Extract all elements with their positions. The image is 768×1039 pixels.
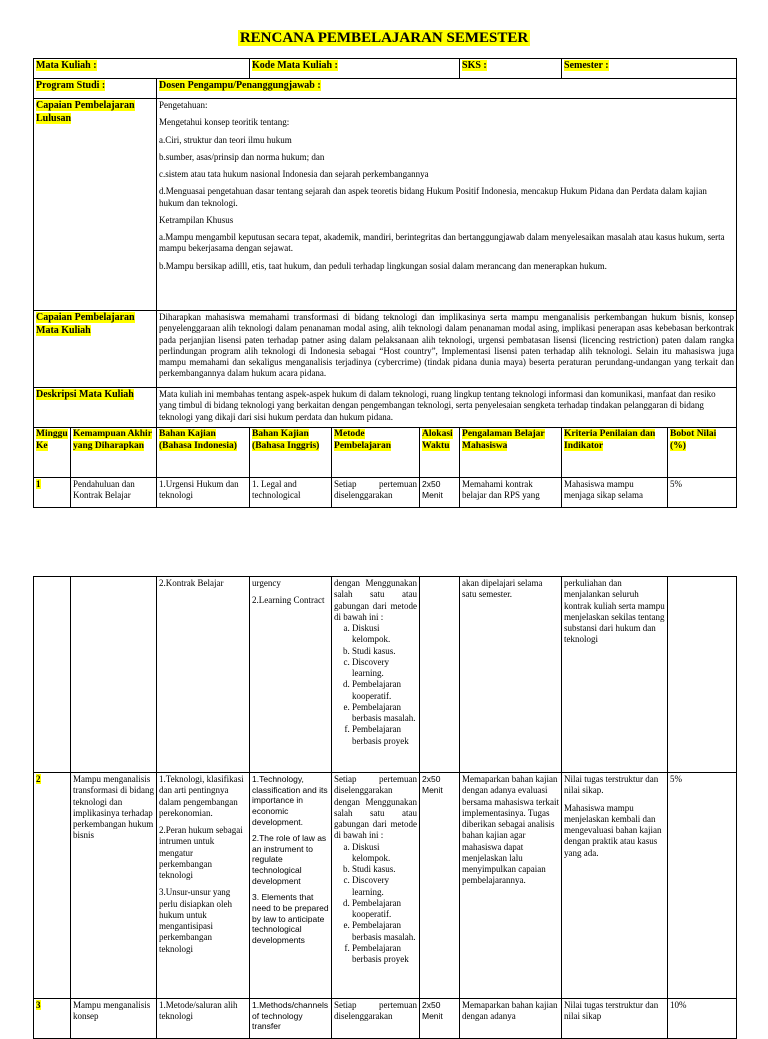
cpl-content: [157, 99, 737, 311]
metode-item: f. Pembelajaran berbasis proyek: [352, 943, 417, 966]
semester-field: Semester :: [562, 59, 737, 79]
metode-list: [334, 842, 417, 966]
metode-intro: dengan Menggunakan salah satu atau gabungan dari metode di bawah ini :: [334, 578, 417, 622]
alokasi-cell: 2x50 Menit: [420, 478, 460, 508]
sks-field: SKS :: [460, 59, 562, 79]
bobot-cell: 5%: [668, 773, 737, 999]
metode-item: d. Pembelajaran kooperatif.: [352, 898, 417, 921]
kode-mata-kuliah-field: Kode Mata Kuliah :: [250, 59, 460, 79]
bahan-en-cell: 1. Legal and technological: [250, 478, 332, 508]
metode-item: e. Pembelajaran berbasis masalah.: [352, 920, 417, 943]
col-metode-header: Metode Pembelajaran: [332, 428, 420, 478]
bobot-cell: 5%: [668, 478, 737, 508]
cpl-label: Capaian Pembelajaran Lulusan: [34, 99, 157, 311]
deskripsi-label: Deskripsi Mata Kuliah: [34, 388, 157, 428]
bahan-en-line: 2.The role of law as an instrument to regulate technological development: [252, 833, 327, 886]
rps-table-page-2: [33, 576, 737, 1039]
dosen-field: Dosen Pengampu/Penanggungjawab :: [157, 79, 737, 99]
alokasi-cell: [420, 577, 460, 773]
col-bobot-header: Bobot Nilai (%): [668, 428, 737, 478]
metode-item: c. Discovery learning.: [352, 875, 417, 898]
metode-cell: [332, 577, 420, 773]
bahan-id-line: 1.Teknologi, klasifikasi dan arti pentingnya dalam pengembangan perekonomian.: [159, 774, 244, 818]
bahan-id-cell: 2.Kontrak Belajar: [157, 577, 250, 773]
metode-cell: Setiap pertemuan diselenggarakan: [332, 478, 420, 508]
col-bahan-en-header: Bahan Kajian (Bahasa Inggris): [250, 428, 332, 478]
cpl-line: a.Mampu mengambil keputusan secara tepat, akademik, mandiri, berintegritas dan bertanggungjawab dalam menyelesaikan masalah atau kasus hukum, serta mampu bekerjasama dengan sejawat.: [159, 232, 725, 254]
cpl-line: Mengetahui konsep teoritik tentang:: [159, 117, 290, 128]
bahan-en-line: 1.Technology, classification and its importance in economic development.: [252, 774, 328, 827]
metode-intro: Setiap pertemuan diselenggarakan dengan Menggunakan salah satu atau gabungan dari metode di bawah ini :: [334, 774, 417, 841]
kriteria-line: Nilai tugas terstruktur dan nilai sikap.: [564, 774, 659, 796]
kemampuan-cell: Pendahuluan dan Kontrak Belajar: [71, 478, 157, 508]
mata-kuliah-field: Mata Kuliah :: [34, 59, 250, 79]
col-pengalaman-header: Pengalaman Belajar Mahasiswa: [460, 428, 562, 478]
cpl-line: a.Ciri, struktur dan teori ilmu hukum: [159, 134, 292, 145]
cpl-line: Ketrampilan Khusus: [159, 214, 234, 225]
bahan-id-line: 2.Peran hukum sebagai intrumen untuk mengatur perkembangan teknologi: [159, 825, 243, 880]
cpl-line: d.Menguasai pengetahuan dasar tentang sejarah dan aspek teoretis bidang Hukum Positif Indonesia, mencakup Hukum Pidana dan Perdata dalam kajian hukum dan teknologi.: [159, 186, 707, 208]
bahan-en-line: 2.Learning Contract: [252, 595, 325, 606]
kriteria-cell: perkuliahan dan menjalankan seluruh kontrak kuliah serta mampu menjelaskan sekilas tentang substansi dari hukum dan teknologi: [562, 577, 668, 773]
kriteria-cell: Mahasiswa mampu menjaga sikap selama: [562, 478, 668, 508]
metode-item: b. Studi kasus.: [352, 864, 417, 875]
bahan-en-cell: 1.Methods/channels of technology transfer: [250, 999, 332, 1039]
cpmk-content: Diharapkan mahasiswa memahami transformasi di bidang teknologi dan implikasinya serta mampu menganalisis perkembangan hukum bisnis, konsep penyelenggaraan alih teknologi dalam penanaman modal asing, alih teknologi dalam penanaman modal asing, implikasi penerapan asas kebebasan berkontrak pada perjanjian lisensi paten terhadap patner asing dalam pelaksanaan alih teknologi, urgensi pembatasan lisensi (licencing restriction) paten dalam rangka perlindungan program alih teknologi di Indonesia sebagai “Host country”, Implementasi lisensi paten terhadap alih teknologi. Selain itu mahasiswa juga mampu memahami dan sekaligus menganalisis terjadinya (cybercrime) (tindak pidana dunia maya) beserta peraturan perundang-undangan yang terkait dan perkembangannya dalam hukum acara pidana.: [157, 311, 737, 388]
bahan-en-line: 3. Elements that need to be prepared by law to anticipate technological developments: [252, 892, 329, 945]
pengalaman-cell: Memahami kontrak belajar dan RPS yang: [460, 478, 562, 508]
deskripsi-content: Mata kuliah ini membahas tentang aspek-aspek hukum di dalam teknologi, ruang lingkup tentang teknologi informasi dan komunikasi, manfaat dan resiko yang timbul di bidang teknologi yang berkaitan dengan pengembangan teknologi, serta penyelesaian sengketa terhadap tindakan pelanggaran di bidang teknologi yang dikaji dari sisi hukum perdata dan hukum pidana.: [157, 388, 737, 428]
cpl-line: c.sistem atau tata hukum nasional Indonesia dan sejarah perkembangannya: [159, 169, 429, 179]
document-title: RENCANA PEMBELAJARAN SEMESTER: [239, 30, 529, 46]
cpl-line: Pengetahuan:: [159, 100, 208, 110]
week-number: 1: [34, 478, 71, 508]
week-number: 3: [34, 999, 71, 1039]
metode-item: d. Pembelajaran kooperatif.: [352, 679, 417, 702]
col-kemampuan-header: Kemampuan Akhir yang Diharapkan: [71, 428, 157, 478]
alokasi-cell: 2x50 Menit: [420, 999, 460, 1039]
pengalaman-cell: Memaparkan bahan kajian dengan adanya: [460, 999, 562, 1039]
cpmk-label: Capaian Pembelajaran Mata Kuliah: [34, 311, 157, 388]
kriteria-cell: [562, 773, 668, 999]
bahan-id-cell: 1.Metode/saluran alih teknologi: [157, 999, 250, 1039]
metode-cell: [332, 773, 420, 999]
col-minggu-header: Minggu Ke: [34, 428, 71, 478]
bahan-en-cell: [250, 577, 332, 773]
metode-item: f. Pembelajaran berbasis proyek: [352, 724, 417, 747]
bahan-id-cell: [157, 773, 250, 999]
rps-table-page-1: [33, 58, 737, 508]
metode-item: b. Studi kasus.: [352, 646, 417, 657]
kemampuan-cell: Mampu menganalisis transformasi di bidang teknologi dan implikasinya terhadap perkembangan hukum bisnis: [71, 773, 157, 999]
col-alokasi-header: Alokasi Waktu: [420, 428, 460, 478]
kemampuan-cell: [71, 577, 157, 773]
metode-item: c. Discovery learning.: [352, 657, 417, 680]
pengalaman-cell: Memaparkan bahan kajian dengan adanya evaluasi bersama mahasiswa terkait implementasinya. Tugas diberikan sebagai analisis bahan kajian agar mahasiswa dapat menjelaskan lalu menyimpulkan capaian pembelajarannya.: [460, 773, 562, 999]
cpl-line: b.Mampu bersikap adilll, etis, taat hukum, dan peduli terhadap lingkungan sosial dalam merancang dan menerapkan hukum.: [159, 260, 607, 271]
bobot-cell: 10%: [668, 999, 737, 1039]
program-studi-field: Program Studi :: [34, 79, 157, 99]
metode-item: e. Pembelajaran berbasis masalah.: [352, 702, 417, 725]
metode-item: a. Diskusi kelompok.: [352, 842, 417, 865]
week-number: [34, 577, 71, 773]
bahan-en-cell: [250, 773, 332, 999]
metode-cell: Setiap pertemuan diselenggarakan: [332, 999, 420, 1039]
week-number: 2: [34, 773, 71, 999]
pengalaman-cell: akan dipelajari selama satu semester.: [460, 577, 562, 773]
kriteria-cell: Nilai tugas terstruktur dan nilai sikap: [562, 999, 668, 1039]
kriteria-line: Mahasiswa mampu menjelaskan kembali dan mengevaluasi bahan kajian dengan praktik atau kasus yang ada.: [564, 802, 662, 858]
alokasi-cell: 2x50 Menit: [420, 773, 460, 999]
kemampuan-cell: Mampu menganalisis konsep: [71, 999, 157, 1039]
col-bahan-id-header: Bahan Kajian (Bahasa Indonesia): [157, 428, 250, 478]
bahan-id-cell: 1.Urgensi Hukum dan teknologi: [157, 478, 250, 508]
cpl-line: b.sumber, asas/prinsip dan norma hukum; dan: [159, 151, 325, 162]
col-kriteria-header: Kriteria Penilaian dan Indikator: [562, 428, 668, 478]
bobot-cell: [668, 577, 737, 773]
bahan-id-line: 3.Unsur-unsur yang perlu disiapkan oleh hukum untuk mengantisipasi perkembangan teknologi: [159, 887, 232, 954]
metode-list: [334, 623, 417, 747]
bahan-en-line: urgency: [252, 578, 281, 588]
metode-item: a. Diskusi kelompok.: [352, 623, 417, 646]
